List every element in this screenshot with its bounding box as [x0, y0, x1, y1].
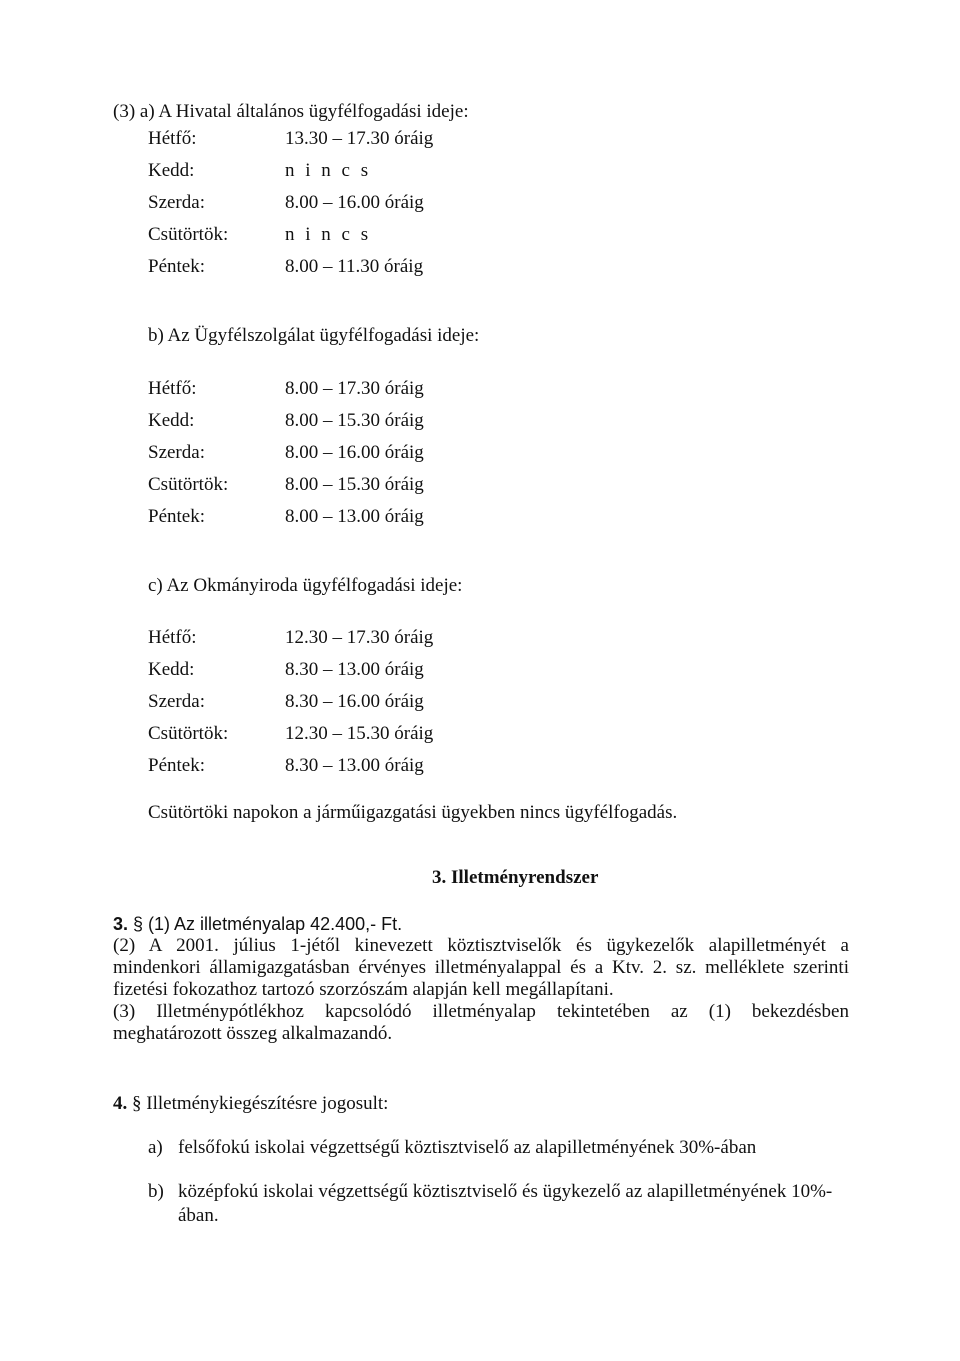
section-a-day-thursday: Csütörtök:	[148, 224, 229, 245]
p2-line-3: fizetési fokozathoz tartozó szorzószám alapján kell megállapítani.	[113, 979, 614, 1000]
chapter-4-item-a-label: a)	[148, 1137, 163, 1158]
section-b-time-thursday: 8.00 – 15.30 óráig	[285, 474, 424, 495]
chapter-4-number: 4.	[113, 1093, 128, 1114]
section-a-time-friday: 8.00 – 11.30 óráig	[285, 256, 424, 277]
section-c-time-tuesday: 8.30 – 13.00 óráig	[285, 659, 424, 680]
section-a-time-monday: 13.30 – 17.30 óráig	[285, 128, 434, 149]
section-a-time-wednesday: 8.00 – 16.00 óráig	[285, 192, 424, 213]
chapter-3-paragraph-3	[113, 1001, 849, 1045]
p3-line-2: meghatározott összeg alkalmazandó.	[113, 1023, 393, 1044]
section-b-time-monday: 8.00 – 17.30 óráig	[285, 378, 424, 399]
chapter-4-heading-row	[113, 1093, 388, 1115]
section-b-time-tuesday: 8.00 – 15.30 óráig	[285, 410, 424, 431]
section-a-day-friday: Péntek:	[148, 256, 205, 277]
chapter-3-title: 3. Illetményrendszer	[432, 867, 599, 888]
section-b-day-thursday: Csütörtök:	[148, 474, 229, 495]
chapter-3-paragraph-2	[113, 935, 849, 1001]
section-a-day-monday: Hétfő:	[148, 128, 197, 149]
section-b-day-wednesday: Szerda:	[148, 442, 205, 463]
section-a-time-thursday: n i n c s	[285, 224, 372, 245]
chapter-3-paragraph-1	[113, 913, 402, 935]
section-c-day-wednesday: Szerda:	[148, 691, 205, 712]
section-c-time-wednesday: 8.30 – 16.00 óráig	[285, 691, 424, 712]
section-b-time-friday: 8.00 – 13.00 óráig	[285, 506, 424, 527]
chapter-3-p1-text: § (1) Az illetményalap 42.400,- Ft.	[133, 914, 403, 934]
section-b-heading: b) Az Ügyfélszolgálat ügyfélfogadási ideje:	[148, 325, 480, 346]
chapter-4-item-b-line-1: középfokú iskolai végzettségű köztisztviselő és ügykezelő az alapilletményének 10%-	[178, 1181, 833, 1202]
section-c-day-thursday: Csütörtök:	[148, 723, 229, 744]
section-c-time-monday: 12.30 – 17.30 óráig	[285, 627, 434, 648]
section-a-heading: (3) a) A Hivatal általános ügyfélfogadási ideje:	[113, 101, 469, 122]
section-b-day-tuesday: Kedd:	[148, 410, 195, 431]
section-a-day-tuesday: Kedd:	[148, 160, 195, 181]
p2-line-1: (2) A 2001. július 1-jétől kinevezett köztisztviselők és ügykezelők alapilletményét a	[113, 935, 849, 956]
section-b-time-wednesday: 8.00 – 16.00 óráig	[285, 442, 424, 463]
chapter-4-heading: § Illetménykiegészítésre jogosult:	[132, 1093, 389, 1114]
section-c-day-friday: Péntek:	[148, 755, 205, 776]
chapter-4-item-b-line-2: ában.	[178, 1205, 219, 1226]
section-c-note: Csütörtöki napokon a járműigazgatási ügyekben nincs ügyfélfogadás.	[148, 802, 678, 823]
section-a-time-tuesday: n i n c s	[285, 160, 372, 181]
section-b-day-monday: Hétfő:	[148, 378, 197, 399]
section-c-day-monday: Hétfő:	[148, 627, 197, 648]
section-c-day-tuesday: Kedd:	[148, 659, 195, 680]
section-a-day-wednesday: Szerda:	[148, 192, 205, 213]
section-b-day-friday: Péntek:	[148, 506, 205, 527]
section-c-time-friday: 8.30 – 13.00 óráig	[285, 755, 424, 776]
chapter-4-item-a-text: felsőfokú iskolai végzettségű köztisztviselő az alapilletményének 30%-ában	[178, 1137, 757, 1158]
section-c-heading: c) Az Okmányiroda ügyfélfogadási ideje:	[148, 575, 463, 596]
chapter-3-number: 3.	[113, 914, 129, 934]
section-c-time-thursday: 12.30 – 15.30 óráig	[285, 723, 434, 744]
p3-line-1: (3) Illetménypótlékhoz kapcsolódó illetményalap tekintetében az (1) bekezdésben	[113, 1001, 849, 1022]
p2-line-2: mindenkori államigazgatásban érvényes illetményalappal és a Ktv. 2. sz. melléklete szerinti	[113, 957, 849, 978]
chapter-4-item-b-label: b)	[148, 1181, 164, 1202]
